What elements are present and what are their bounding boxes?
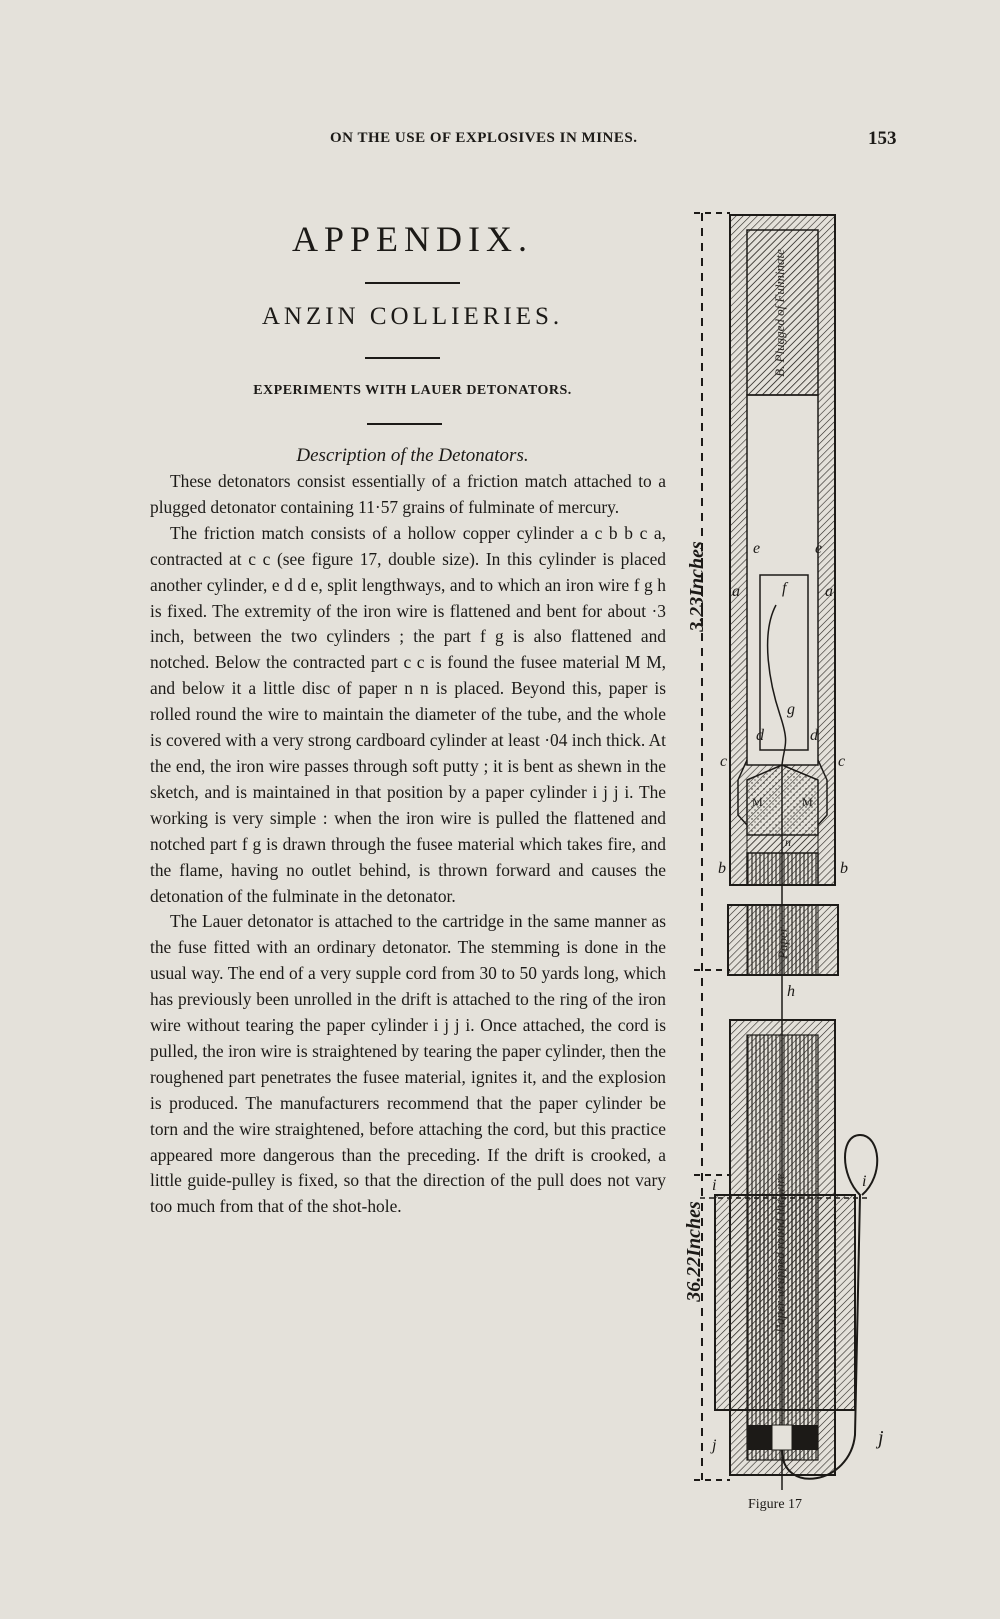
wire-wrap-text: Paper wrapped round the wire [772, 1173, 787, 1333]
label-b-right: b [840, 860, 848, 877]
dimension-label-upper: 3.23Inches [685, 541, 708, 632]
label-f: f [782, 580, 787, 597]
label-i-left: i [712, 1177, 717, 1194]
label-a-left: a [732, 583, 740, 600]
label-d-right: d [810, 727, 818, 744]
paragraph: These detonators consist essentially of a friction match attached to a plugged detonator containing 11·57 grains of fulminate of mercury. [150, 471, 666, 517]
subsection-title: EXPERIMENTS WITH LAUER DETONATORS. [253, 383, 572, 398]
page-number: 153 [868, 128, 897, 149]
plug-text: B. Plugged of Fulminate [772, 249, 787, 377]
paragraph: The friction match consists of a hollow copper cylinder a c b b c a, contracted at c c (see figure 17, double size). In this cylinder is placed another cylinder, e d d e, split lengthways, and to which an iron wire f g h is fixed. The extremity of the iron wire is flattened and bent for about ·3 inch, between the two cylinders ; the part f g is also flattened and notched. Below the contracted part c c is found the fusee material M M, and below it a little disc of paper n n is placed. Beyond this, paper is rolled round the wire to maintain the diameter of the tube, and the whole is covered with a very strong cardboard cylinder at least ·04 inch thick. At the end, the iron wire passes through soft putty ; it is bent as shewn in the sketch, and is maintained in that position by a paper cylinder i j j i. The working is very simple : when the iron wire is pulled the flattened and notched part f g is drawn through the fusee material which takes fire, and the flame, having no outlet behind, is thrown forward and causes the detonation of the fulminate in the detonator. [150, 522, 666, 906]
label-g: g [787, 701, 795, 718]
detonator-cross-section [690, 205, 900, 1510]
label-c-left: c [720, 753, 728, 770]
label-M-right: M [802, 795, 813, 809]
divider-rule [365, 282, 460, 284]
appendix-title: APPENDIX. [291, 219, 533, 259]
description-heading: Description of the Detonators. [296, 445, 529, 466]
paper-text: Paper [775, 927, 790, 959]
label-c-right: c [838, 753, 846, 770]
label-h: h [787, 983, 795, 1000]
section-title: ANZIN COLLIERIES. [261, 303, 564, 330]
figure-caption: Figure 17 [748, 1497, 803, 1512]
divider-rule [367, 423, 442, 425]
label-a-right: a [825, 583, 833, 600]
label-n: n [785, 835, 791, 849]
running-head: ON THE USE OF EXPLOSIVES IN MINES. [330, 130, 638, 146]
label-M-left: M [752, 795, 763, 809]
figure-17-diagram [682, 205, 900, 1510]
divider-rule [365, 357, 440, 359]
label-b-left: b [718, 860, 726, 877]
label-d-left: d [756, 727, 764, 744]
label-i-right: i [862, 1173, 867, 1190]
label-e-right: e [815, 540, 823, 557]
paragraph: The Lauer detonator is attached to the cartridge in the same manner as the fuse fitted with an ordinary detonator. The stemming is done in the usual way. The end of a very supple cord from 30 to 50 yards long, which has previously been unrolled in the drift is attached to the ring of the iron wire without tearing the paper cylinder i j j i. Once attached, the cord is pulled, the iron wire is straightened by tearing the paper cylinder, then the roughened part penetrates the fusee material, ignites it, and the explosion is produced. The manufacturers recommend that the paper cylinder be torn and the wire straightened, before attaching the cord, but this practice appeared more dangerous than the preceding. If the drift is crooked, a little guide-pulley is fixed, so that the direction of the pull does not vary too much from that of the shot-hole. [150, 911, 666, 1217]
label-e-left: e [753, 540, 761, 557]
body-text [150, 469, 666, 1220]
label-j-right: j [878, 1427, 884, 1449]
dimension-label-lower: 36.22Inches [682, 1201, 705, 1302]
label-j-left: j [712, 1437, 717, 1454]
